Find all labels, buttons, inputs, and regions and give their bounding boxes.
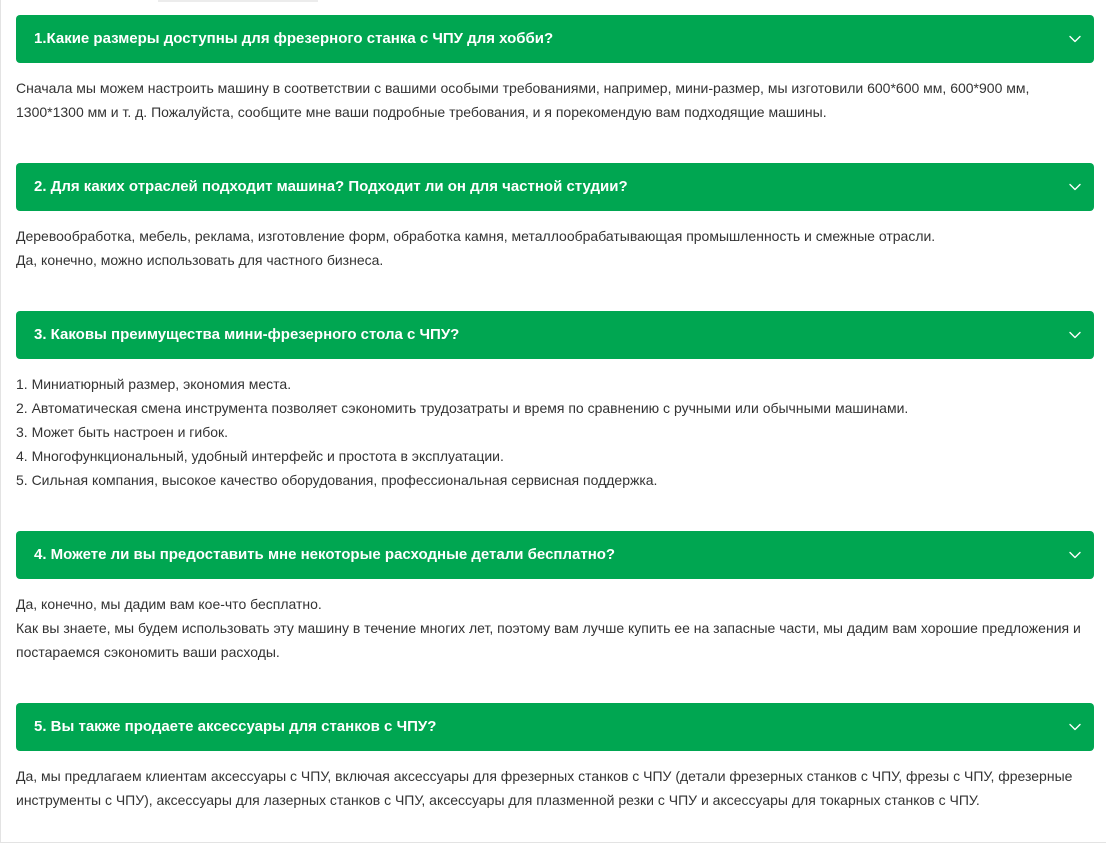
faq-question-3: 3. Каковы преимущества мини-фрезерного стола с ЧПУ? — [34, 326, 460, 343]
faq-answer-line: 2. Автоматическая смена инструмента позволяет сэкономить трудозатраты и время по сравнению с ручными или обычными машинами. — [16, 400, 909, 416]
faq-question-1: 1.Какие размеры доступны для фрезерного станка с ЧПУ для хобби? — [34, 30, 554, 47]
faq-item-4 — [16, 531, 1094, 664]
faq-item-1 — [16, 15, 1094, 124]
faq-header-4[interactable] — [16, 531, 1094, 579]
faq-item-3 — [16, 311, 1094, 492]
top-tab-edge — [158, 0, 318, 2]
chevron-down-icon[interactable] — [1068, 548, 1082, 562]
faq-question-4: 4. Можете ли вы предоставить мне некоторые расходные детали бесплатно? — [34, 546, 616, 563]
chevron-down-icon[interactable] — [1068, 32, 1082, 46]
faq-question-2: 2. Для каких отраслей подходит машина? Подходит ли он для частной студии? — [34, 178, 628, 195]
faq-question-5: 5. Вы также продаете аксессуары для станков с ЧПУ? — [34, 718, 437, 735]
faq-answer-line: 5. Сильная компания, высокое качество оборудования, профессиональная сервисная поддержка. — [16, 472, 658, 488]
faq-header-3[interactable] — [16, 311, 1094, 359]
faq-answer-line: Деревообработка, мебель, реклама, изготовление форм, обработка камня, металлообрабатывающая промышленность и смежные отрасли. — [16, 228, 936, 244]
faq-answer-2 — [16, 224, 1094, 272]
chevron-down-icon[interactable] — [1068, 720, 1082, 734]
faq-header-5[interactable] — [16, 703, 1094, 751]
faq-answer-line: 4. Многофункциональный, удобный интерфейс и простота в эксплуатации. — [16, 448, 504, 464]
faq-answer-3 — [16, 372, 1094, 492]
faq-item-5 — [16, 703, 1094, 812]
faq-header-2[interactable] — [16, 163, 1094, 211]
faq-answer-5 — [16, 764, 1094, 812]
faq-answer-line: Как вы знаете, мы будем использовать эту машину в течение многих лет, поэтому вам лучше купить ее на запасные части, мы дадим вам хорошие предложения и постараемся сэкономить ваши расходы. — [16, 620, 1081, 660]
faq-answer-line: 3. Может быть настроен и гибок. — [16, 424, 229, 440]
chevron-down-icon[interactable] — [1068, 328, 1082, 342]
faq-answer-line: Да, конечно, можно использовать для частного бизнеса. — [16, 252, 384, 268]
faq-answer-line: Да, конечно, мы дадим вам кое-что бесплатно. — [16, 596, 322, 612]
faq-item-2 — [16, 163, 1094, 272]
faq-answer-4 — [16, 592, 1094, 664]
faq-answer-text: Да, мы предлагаем клиентам аксессуары с ЧПУ, включая аксессуары для фрезерных станков с ЧПУ (детали фрезерных станков с ЧПУ, фрезы с ЧПУ, фрезерные инструменты с ЧПУ), аксессуары для лазерных станков с ЧПУ, аксессуары для плазменной резки с ЧПУ и аксессуары для токарных станков с ЧПУ. — [16, 768, 1073, 808]
faq-header-1[interactable] — [16, 15, 1094, 63]
faq-answer-text: Сначала мы можем настроить машину в соответствии с вашими особыми требованиями, например, мини-размер, мы изготовили 600*600 мм, 600*900 мм, 1300*1300 мм и т. д. Пожалуйста, сообщите мне ваши подробные требования, и я порекомендую вам подходящие машины. — [16, 80, 1030, 120]
faq-answer-line: 1. Миниатюрный размер, экономия места. — [16, 376, 292, 392]
faq-answer-1 — [16, 76, 1094, 124]
chevron-down-icon[interactable] — [1068, 180, 1082, 194]
